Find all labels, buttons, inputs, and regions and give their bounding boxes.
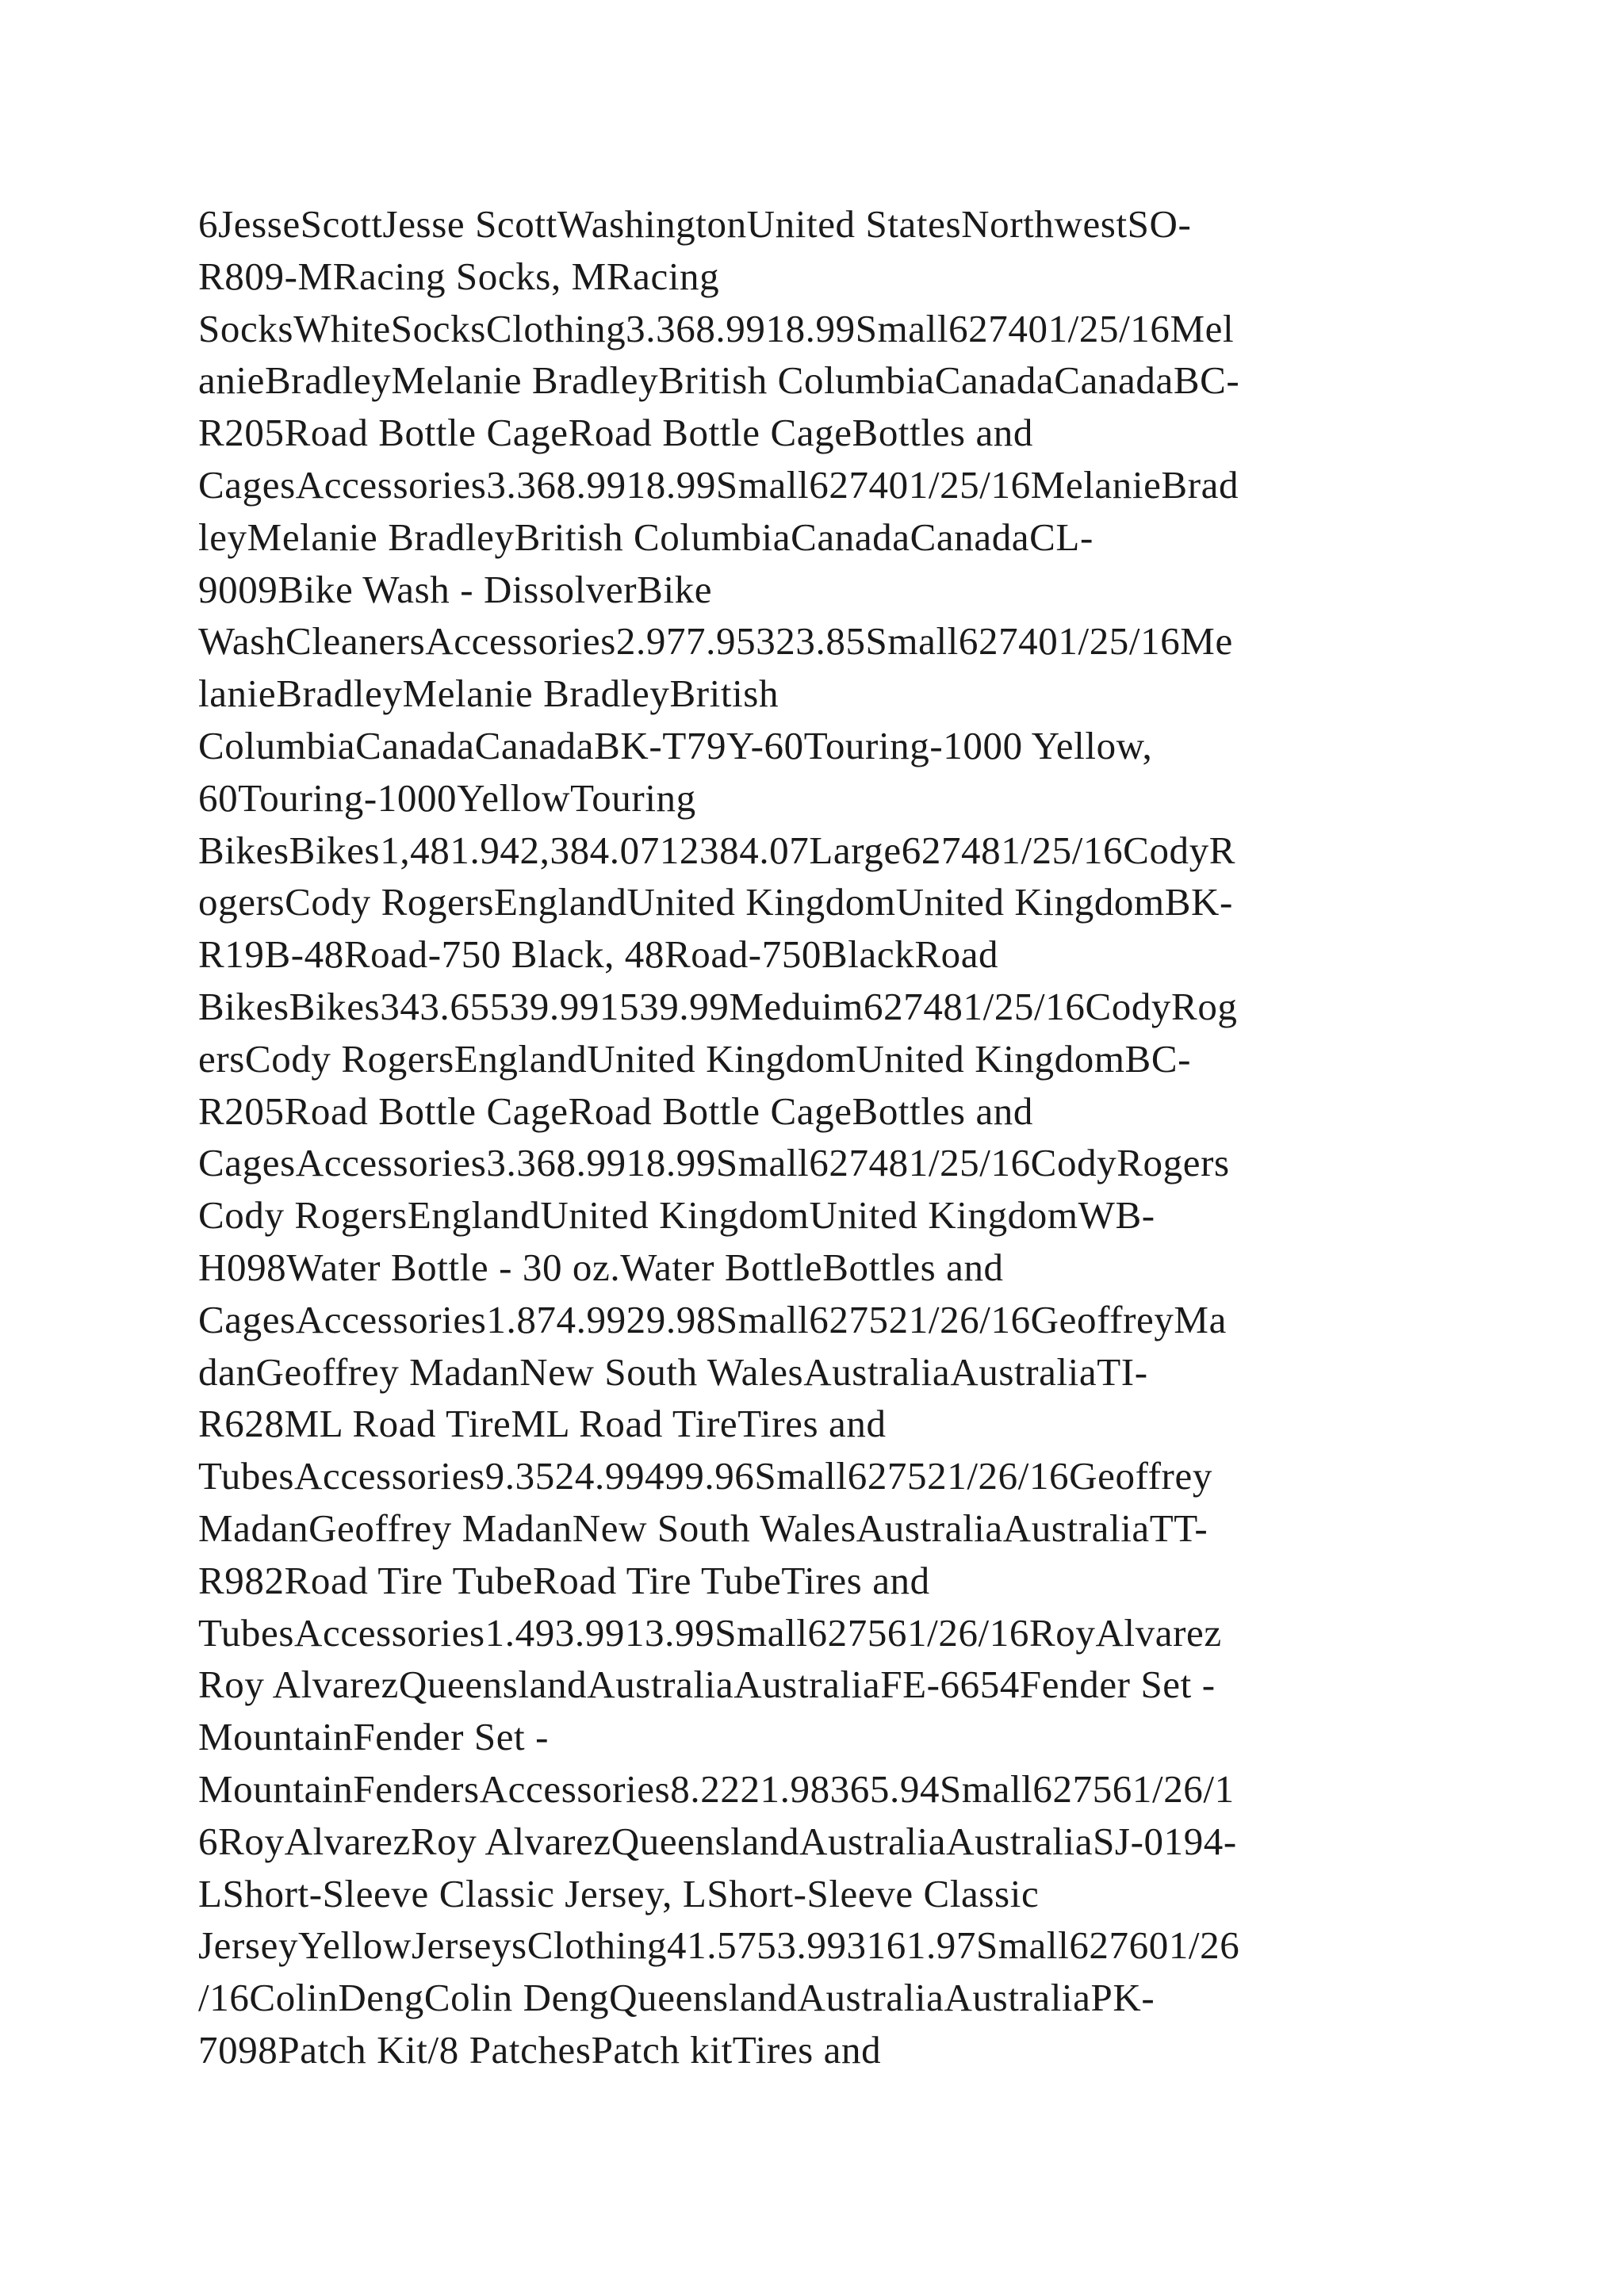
text-line: 6RoyAlvarezRoy AlvarezQueenslandAustraliaAustraliaSJ-0194- <box>198 1819 1237 1863</box>
text-line: BikesBikes343.65539.991539.99Meduim627481/25/16CodyRog <box>198 984 1238 1028</box>
text-line: R809-MRacing Socks, MRacing <box>198 254 720 298</box>
text-line: 60Touring-1000YellowTouring <box>198 775 696 820</box>
text-line: 7098Patch Kit/8 PatchesPatch kitTires and <box>198 2027 882 2072</box>
text-line: R19B-48Road-750 Black, 48Road-750BlackRoad <box>198 932 999 977</box>
text-line: LShort-Sleeve Classic Jersey, LShort-Sleeve Classic <box>198 1871 1040 1915</box>
text-line: TubesAccessories9.3524.99499.96Small627521/26/16Geoffrey <box>198 1454 1212 1498</box>
text-line: ogersCody RogersEnglandUnited KingdomUnited KingdomBK- <box>198 880 1233 924</box>
text-line: JerseyYellowJerseysClothing41.5753.993161.97Small627601/26 <box>198 1923 1240 1968</box>
text-line: danGeoffrey MadanNew South WalesAustraliaAustraliaTI- <box>198 1349 1148 1394</box>
text-line: MadanGeoffrey MadanNew South WalesAustraliaAustraliaTT- <box>198 1506 1208 1550</box>
text-line: MountainFendersAccessories8.2221.98365.94Small627561/26/1 <box>198 1766 1235 1811</box>
text-line: Cody RogersEnglandUnited KingdomUnited KingdomWB- <box>198 1193 1155 1238</box>
text-line: R205Road Bottle CageRoad Bottle CageBottles and <box>198 1089 1033 1133</box>
text-line: MountainFender Set - <box>198 1715 550 1759</box>
text-line: /16ColinDengColin DengQueenslandAustraliaAustraliaPK- <box>198 1976 1155 2020</box>
text-line: CagesAccessories3.368.9918.99Small627481/25/16CodyRogers <box>198 1141 1230 1185</box>
text-line: SocksWhiteSocksClothing3.368.9918.99Small627401/25/16Mel <box>198 306 1235 350</box>
text-line: 9009Bike Wash - DissolverBike <box>198 567 713 611</box>
text-line: 6JesseScottJesse ScottWashingtonUnited StatesNorthwestSO- <box>198 202 1192 246</box>
text-line: R628ML Road TireML Road TireTires and <box>198 1402 887 1446</box>
text-line: leyMelanie BradleyBritish ColumbiaCanadaCanadaCL- <box>198 515 1094 559</box>
text-line: TubesAccessories1.493.9913.99Small627561/26/16RoyAlvarez <box>198 1610 1222 1655</box>
text-line: R205Road Bottle CageRoad Bottle CageBottles and <box>198 411 1033 455</box>
text-line: WashCleanersAccessories2.977.95323.85Small627401/25/16Me <box>198 619 1233 664</box>
text-line: CagesAccessories1.874.9929.98Small627521/26/16GeoffreyMa <box>198 1297 1227 1341</box>
text-line: Roy AlvarezQueenslandAustraliaAustraliaFE-6654Fender Set - <box>198 1663 1216 1707</box>
text-line: BikesBikes1,481.942,384.0712384.07Large627481/25/16CodyR <box>198 828 1236 872</box>
text-line: ersCody RogersEnglandUnited KingdomUnited KingdomBC- <box>198 1036 1192 1081</box>
document-text-block <box>198 198 1451 2076</box>
text-line: anieBradleyMelanie BradleyBritish ColumbiaCanadaCanadaBC- <box>198 358 1240 403</box>
text-line: lanieBradleyMelanie BradleyBritish <box>198 672 779 716</box>
text-line: ColumbiaCanadaCanadaBK-T79Y-60Touring-1000 Yellow, <box>198 723 1153 767</box>
text-line: H098Water Bottle - 30 oz.Water BottleBottles and <box>198 1245 1004 1289</box>
text-line: CagesAccessories3.368.9918.99Small627401/25/16MelanieBrad <box>198 462 1239 507</box>
text-line: R982Road Tire TubeRoad Tire TubeTires and <box>198 1558 930 1602</box>
